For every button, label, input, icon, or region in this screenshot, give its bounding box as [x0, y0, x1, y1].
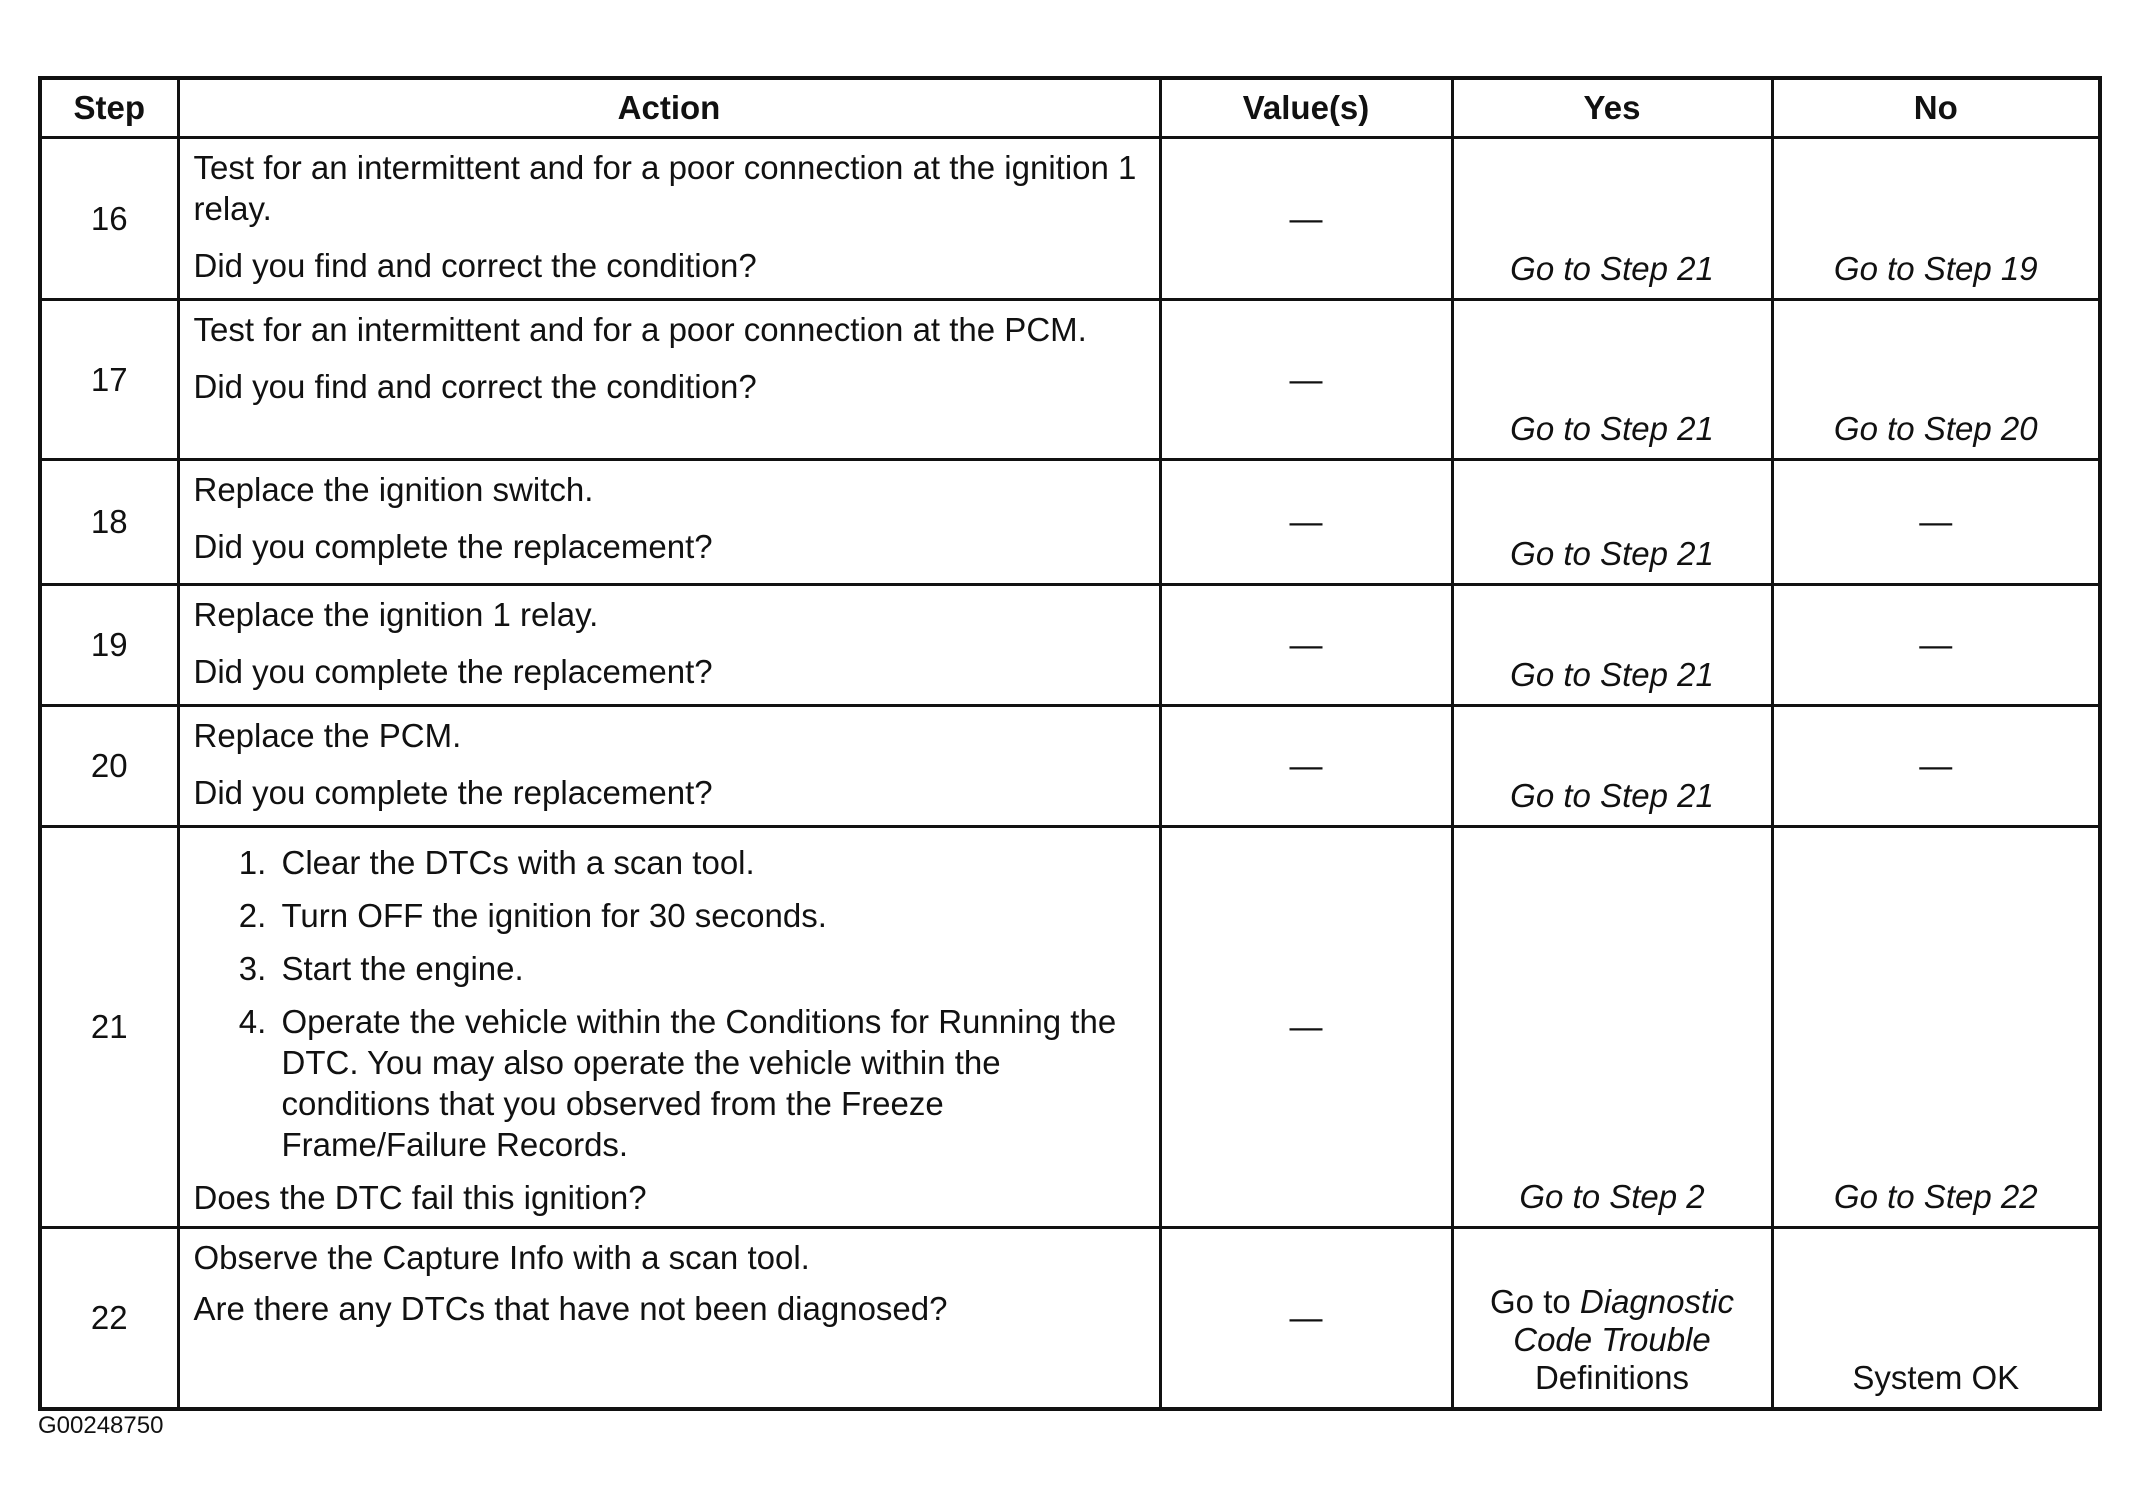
- header-no: No: [1772, 78, 2100, 138]
- figure-code: G00248750: [38, 1412, 164, 1439]
- header-values: Value(s): [1160, 78, 1452, 138]
- no-cell: System OK: [1772, 1228, 2100, 1409]
- table-row-19: [40, 585, 2100, 706]
- value-cell: —: [1160, 460, 1452, 585]
- table-row-17: [40, 300, 2100, 460]
- action-question: Did you find and correct the condition?: [193, 368, 757, 405]
- action-text: Observe the Capture Info with a scan tool.: [193, 1239, 810, 1276]
- diagnostic-table: [38, 76, 2102, 1411]
- yes-cell: [1452, 1228, 1772, 1409]
- value-cell: —: [1160, 138, 1452, 300]
- step-number: 22: [40, 1228, 178, 1409]
- table-row-20: [40, 706, 2100, 827]
- header-action: Action: [178, 78, 1160, 138]
- diagnostic-code-reference: [1490, 1283, 1734, 1397]
- action-question: Did you complete the replacement?: [193, 653, 713, 690]
- action-question: Did you find and correct the condition?: [193, 247, 757, 284]
- action-text: Replace the PCM.: [193, 717, 462, 754]
- no-cell: —: [1772, 460, 2100, 585]
- table-row-21: [40, 827, 2100, 1228]
- value-cell: —: [1160, 1228, 1452, 1409]
- action-question: Did you complete the replacement?: [193, 774, 713, 811]
- action-cell: [178, 138, 1160, 300]
- yes-cell: Go to Step 2: [1452, 827, 1772, 1228]
- action-text: Replace the ignition switch.: [193, 471, 594, 508]
- header-row: [40, 78, 2100, 138]
- action-text: Replace the ignition 1 relay.: [193, 596, 599, 633]
- no-cell: —: [1772, 706, 2100, 827]
- action-cell: [178, 300, 1160, 460]
- value-cell: —: [1160, 585, 1452, 706]
- list-item: 4. Operate the vehicle within the Conditions for Running the DTC. You may also operate the vehicle within the conditions that you observed from the Freeze Frame/Failure Records.: [276, 1001, 1145, 1165]
- action-text: Test for an intermittent and for a poor connection at the ignition 1 relay.: [193, 149, 1137, 227]
- diagnostic-link-text: Diagnostic: [1579, 1282, 1734, 1320]
- code-trouble-link-text: Code Trouble: [1513, 1320, 1711, 1358]
- step-number: 19: [40, 585, 178, 706]
- action-question: Are there any DTCs that have not been diagnosed?: [193, 1290, 948, 1327]
- step-number: 20: [40, 706, 178, 827]
- yes-cell: Go to Step 21: [1452, 300, 1772, 460]
- step-number: 18: [40, 460, 178, 585]
- step-number: 17: [40, 300, 178, 460]
- yes-suffix: Definitions: [1534, 1358, 1690, 1396]
- table-row-18: [40, 460, 2100, 585]
- no-cell: Go to Step 22: [1772, 827, 2100, 1228]
- action-cell: [178, 460, 1160, 585]
- header-yes: Yes: [1452, 78, 1772, 138]
- list-item: 1. Clear the DTCs with a scan tool.: [276, 842, 1145, 883]
- action-step-list: [194, 842, 1145, 1165]
- header-step: Step: [40, 78, 178, 138]
- yes-cell: Go to Step 21: [1452, 585, 1772, 706]
- no-cell: —: [1772, 585, 2100, 706]
- action-text: Test for an intermittent and for a poor connection at the PCM.: [193, 311, 1087, 348]
- table-row-16: [40, 138, 2100, 300]
- action-cell: [178, 827, 1160, 1228]
- value-cell: —: [1160, 827, 1452, 1228]
- step-number: 21: [40, 827, 178, 1228]
- list-item: 2. Turn OFF the ignition for 30 seconds.: [276, 895, 1145, 936]
- action-cell: [178, 585, 1160, 706]
- action-cell: [178, 706, 1160, 827]
- value-cell: —: [1160, 300, 1452, 460]
- table-row-22: [40, 1228, 2100, 1409]
- yes-cell: Go to Step 21: [1452, 138, 1772, 300]
- value-cell: —: [1160, 706, 1452, 827]
- yes-cell: Go to Step 21: [1452, 460, 1772, 585]
- yes-cell: Go to Step 21: [1452, 706, 1772, 827]
- list-item: 3. Start the engine.: [276, 948, 1145, 989]
- action-question: Does the DTC fail this ignition?: [193, 1179, 647, 1216]
- step-number: 16: [40, 138, 178, 300]
- no-cell: Go to Step 20: [1772, 300, 2100, 460]
- yes-prefix: Go to: [1490, 1282, 1571, 1320]
- action-cell: [178, 1228, 1160, 1409]
- no-cell: Go to Step 19: [1772, 138, 2100, 300]
- action-question: Did you complete the replacement?: [193, 528, 713, 565]
